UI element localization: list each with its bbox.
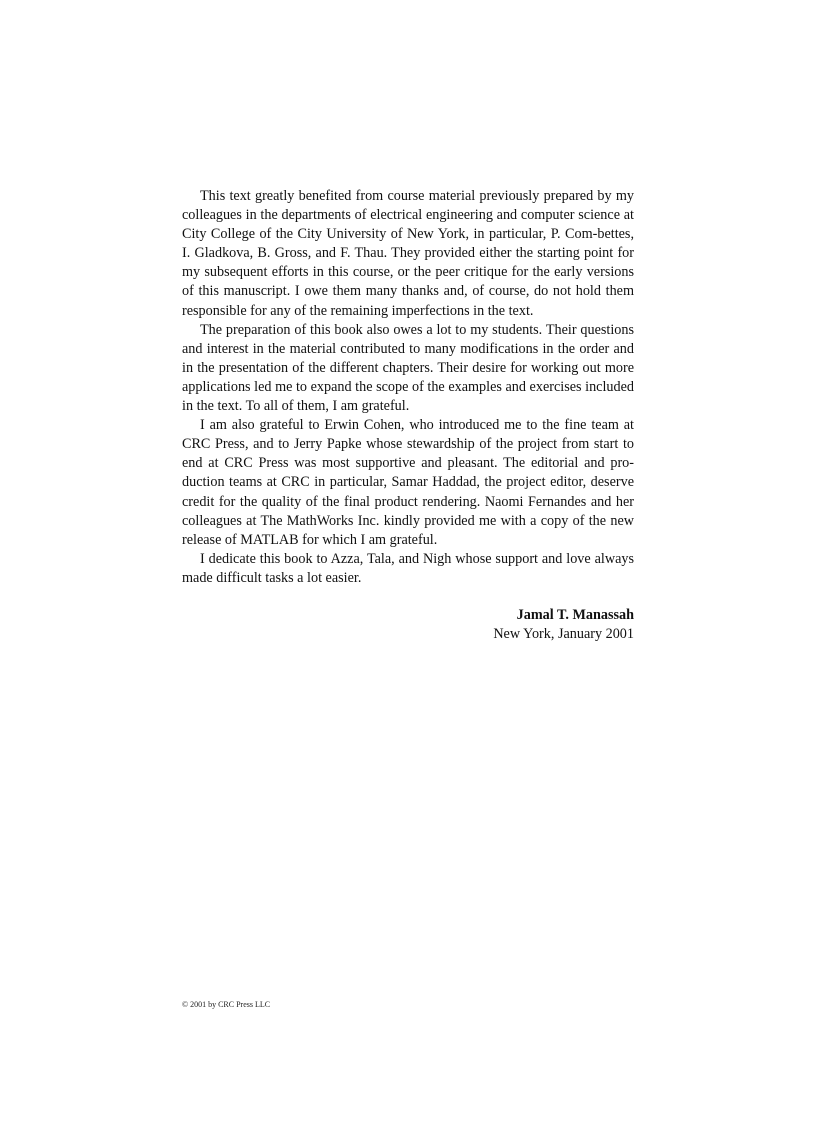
preface-paragraph: This text greatly benefited from course material previously prepared by my colleagues in the departments of electrical engineering and computer science at City College of the City University of New York, in particular, P. Com-bettes, I. Gladkova, B. Gross, and F. Thau. They provided either the starting point for my subsequent efforts in this course, or the peer critique for the early versions of this manuscript. I owe them many thanks and, of course, do not hold them responsible for any of the remaining imperfections in the text. [182, 188, 634, 319]
signature-block [182, 606, 634, 644]
preface-paragraph: I dedicate this book to Azza, Tala, and Nigh whose support and love always made difficult tasks a lot easier. [182, 550, 634, 586]
preface-content [182, 187, 634, 644]
preface-paragraph: The preparation of this book also owes a lot to my students. Their questions and interest in the material contributed to many modifications in the order and in the presentation of the different chapters. Their desire for working out more applications led me to expand the scope of the examples and exercises included in the text. To all of them, I am grateful. [182, 321, 634, 415]
place-date: New York, January 2001 [493, 625, 634, 642]
author-name: Jamal T. Manassah [516, 606, 634, 623]
preface-paragraph: I am also grateful to Erwin Cohen, who introduced me to the fine team at CRC Press, and to Jerry Papke whose stewardship of the project from start to end at CRC Press was most supportive and pleasant. The editorial and pro-duction teams at CRC in particular, Samar Haddad, the project editor, deserve credit for the quality of the final product rendering. Naomi Fernandes and her colleagues at The MathWorks Inc. kindly provided me with a copy of the new release of MATLAB for which I am grateful. [182, 417, 634, 548]
copyright-notice: © 2001 by CRC Press LLC [182, 1000, 271, 1009]
